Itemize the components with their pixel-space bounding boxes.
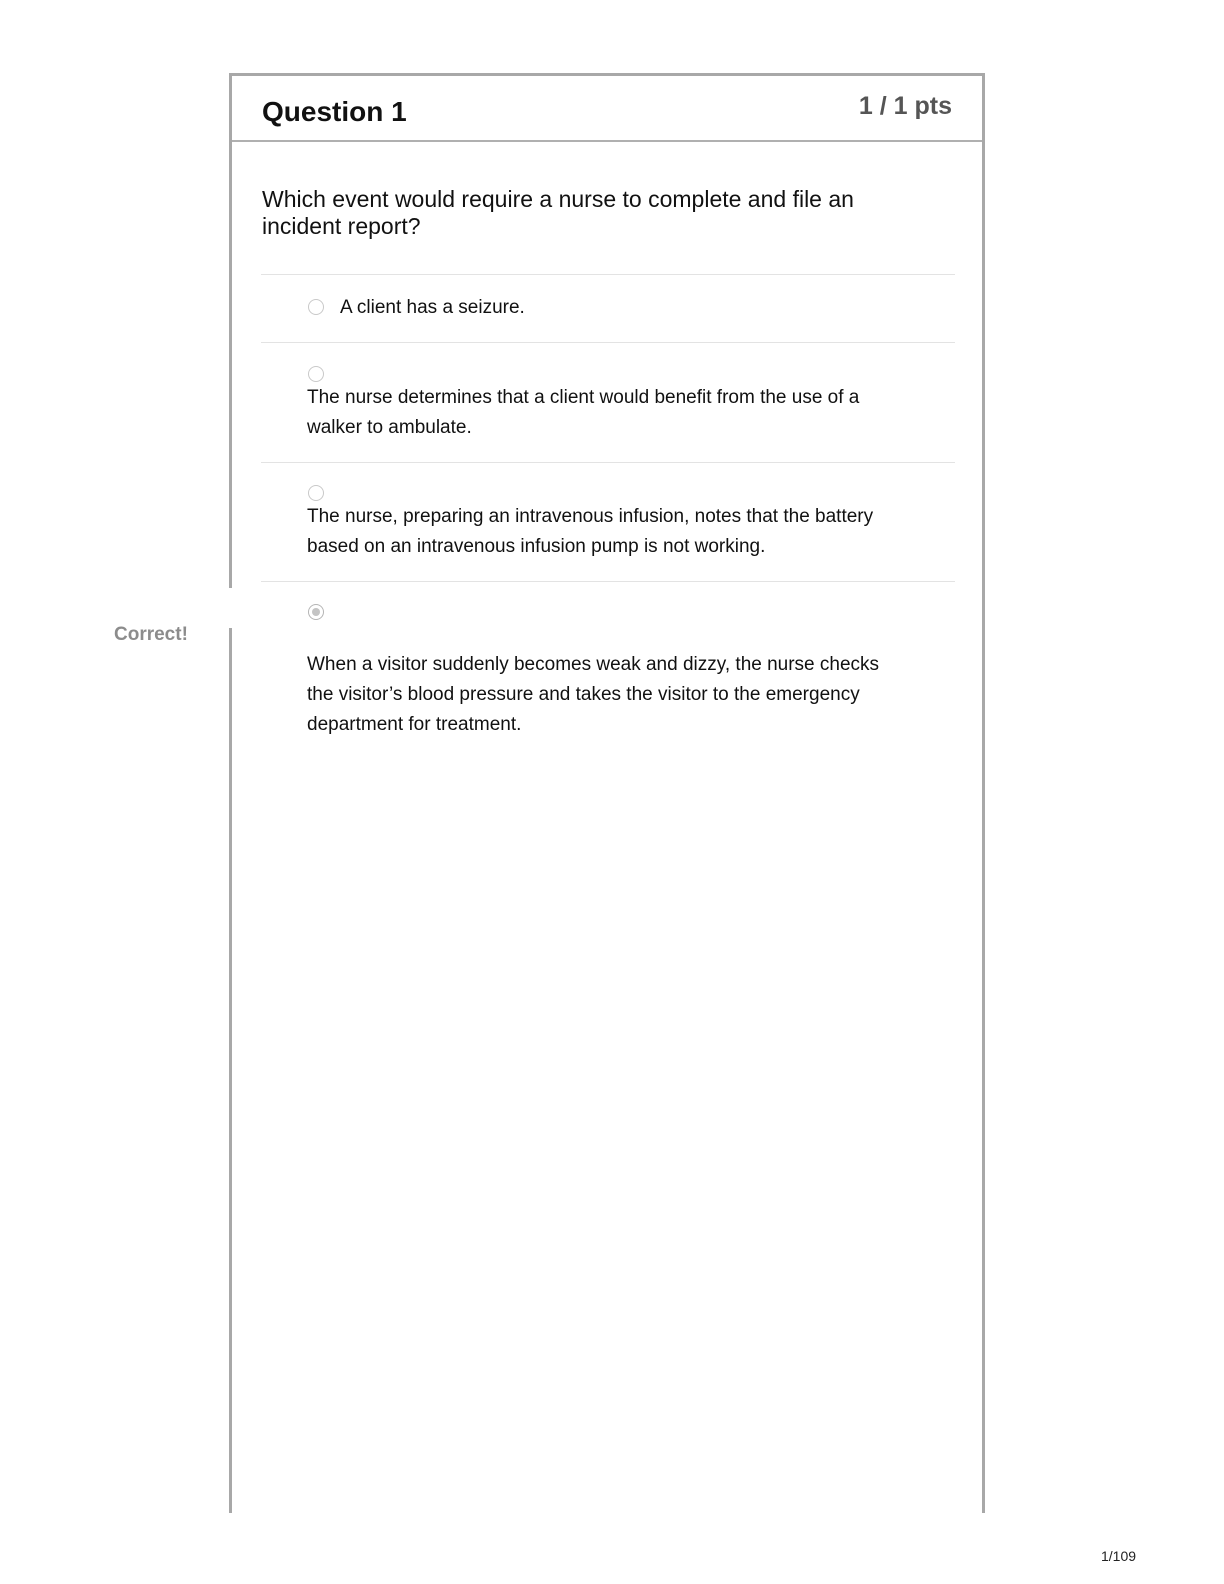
answer-radio-4[interactable] <box>308 604 324 620</box>
answer-radio-2[interactable] <box>308 366 324 382</box>
answer-divider <box>261 462 955 463</box>
question-title: Question 1 <box>262 96 407 127</box>
answer-text-2[interactable]: The nurse determines that a client would benefit from the use of a walker to ambulate. <box>307 387 860 438</box>
answer-divider <box>261 342 955 343</box>
answer-radio-3[interactable] <box>308 485 324 501</box>
correct-label: Correct! <box>114 624 188 645</box>
answer-divider <box>261 581 955 582</box>
answer-text-4[interactable]: When a visitor suddenly becomes weak and dizzy, the nurse checks the visitor’s blood pressure and takes the visitor to the emergency department for treatment. <box>307 654 880 735</box>
question-text: Which event would require a nurse to complete and file an incident report? <box>262 186 854 239</box>
answer-text-3[interactable]: The nurse, preparing an intravenous infusion, notes that the battery based on an intravenous infusion pump is not working. <box>307 506 874 557</box>
question-header <box>232 76 982 142</box>
question-card <box>229 73 985 1513</box>
correct-marker-gap <box>226 588 234 628</box>
question-points: 1 / 1 pts <box>858 92 952 120</box>
answer-divider <box>261 274 955 275</box>
answer-text-1[interactable]: A client has a seizure. <box>340 297 525 318</box>
page-number: 1/109 <box>1101 1548 1137 1564</box>
answer-radio-1[interactable] <box>308 299 324 315</box>
